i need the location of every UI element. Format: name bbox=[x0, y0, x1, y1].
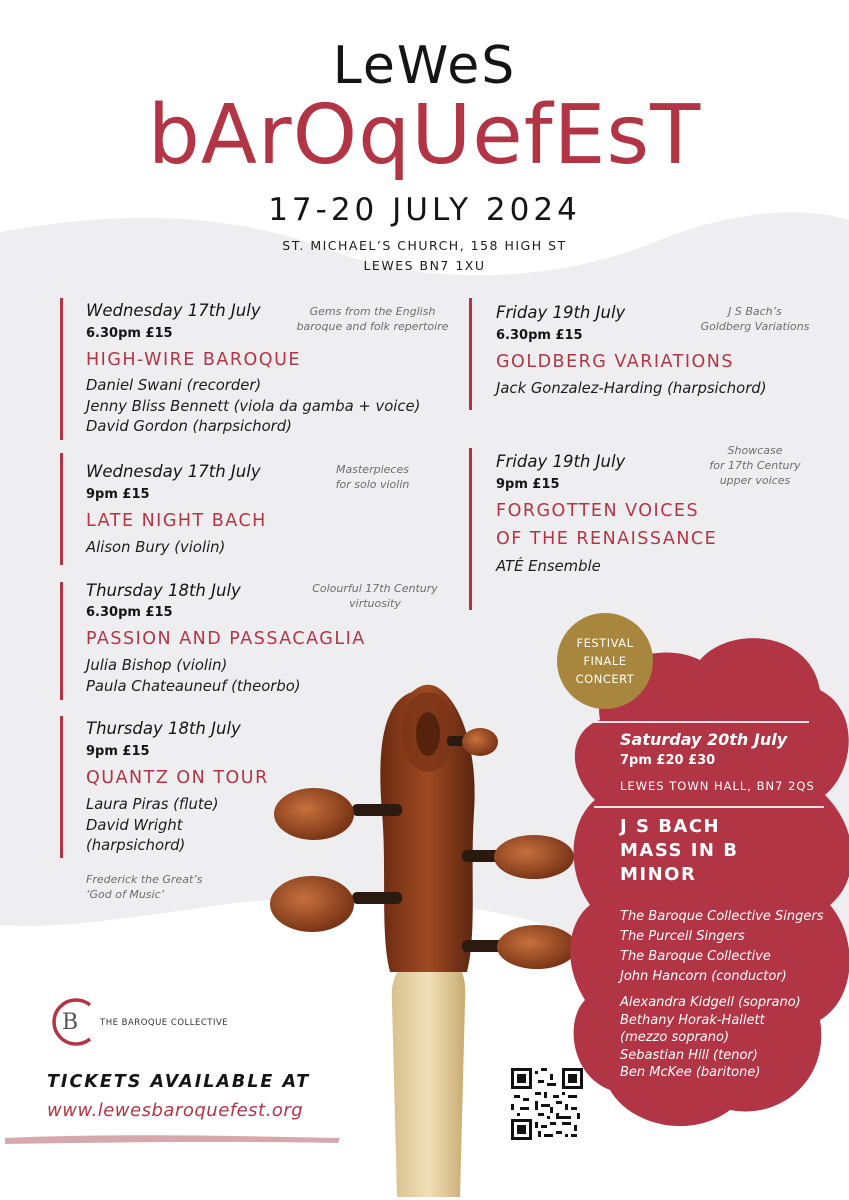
concert-divider bbox=[469, 448, 472, 610]
concert-performers: Alison Bury (violin) bbox=[86, 539, 226, 556]
concert-title: GOLDBERG VARIATIONS bbox=[496, 352, 734, 372]
concert-note: Gems from the English baroque and folk repertoire bbox=[296, 305, 449, 333]
concert-day: Friday 19th July bbox=[496, 452, 626, 471]
venue-line-1: ST. MICHAEL’S CHURCH, 158 HIGH ST bbox=[282, 238, 567, 253]
concert-note: J S Bach’s Goldberg Variations bbox=[700, 305, 810, 333]
concert-title: QUANTZ ON TOUR bbox=[86, 768, 269, 788]
festival-finale-badge: FESTIVAL FINALE CONCERT bbox=[557, 613, 653, 709]
finale-title: J S BACH MASS IN B MINOR bbox=[620, 816, 739, 885]
venue-line-2: LEWES BN7 1XU bbox=[363, 258, 486, 273]
concert-note: Masterpieces for solo violin bbox=[335, 463, 410, 491]
finale-divider bbox=[594, 806, 824, 808]
concert-title: LATE NIGHT BACH bbox=[86, 511, 267, 531]
finale-day: Saturday 20th July bbox=[620, 730, 788, 749]
concert-time: 6.30pm £15 bbox=[86, 605, 173, 620]
concert-time: 9pm £15 bbox=[86, 487, 150, 502]
concert-day: Friday 19th July bbox=[496, 303, 626, 322]
festival-title: bArOqUefEsT bbox=[147, 88, 702, 183]
concert-performers: Daniel Swani (recorder) Jenny Bliss Bennett (viola da gamba + voice) David Gordon (harpsichord) bbox=[86, 377, 421, 435]
festival-dates: 17-20 JULY 2024 bbox=[268, 192, 581, 228]
concert-divider bbox=[60, 453, 63, 565]
logo-name: THE BAROQUE COLLECTIVE bbox=[100, 1018, 229, 1028]
concert-time: 9pm £15 bbox=[496, 477, 560, 492]
concert-time: 9pm £15 bbox=[86, 744, 150, 759]
finale-time: 7pm £20 £30 bbox=[620, 753, 716, 768]
concert-title: PASSION AND PASSACAGLIA bbox=[86, 629, 366, 649]
concert-day: Thursday 18th July bbox=[86, 719, 241, 738]
concert-divider bbox=[60, 298, 63, 440]
concert-performers: ATÉ Ensemble bbox=[496, 558, 601, 575]
concert-performers: Laura Piras (flute) David Wright (harpsichord) bbox=[86, 796, 219, 854]
concert-note: Colourful 17th Century virtuosity bbox=[312, 582, 438, 610]
concert-note: Frederick the Great’s ‘God of Music’ bbox=[86, 873, 203, 901]
website-link[interactable]: www.lewesbaroquefest.org bbox=[47, 1100, 304, 1121]
logo-letter-b: B bbox=[62, 1010, 79, 1035]
header-town: LeWeS bbox=[332, 36, 517, 96]
finale-venue: LEWES TOWN HALL, BN7 2QS bbox=[620, 779, 815, 793]
concert-day: Wednesday 17th July bbox=[86, 301, 261, 320]
finale-soloists: Alexandra Kidgell (soprano) Bethany Horak-Hallett (mezzo soprano) Sebastian Hill (tenor) Ben McKee (baritone) bbox=[620, 995, 801, 1080]
concert-performers: Julia Bishop (violin) Paula Chateauneuf (theorbo) bbox=[86, 657, 301, 695]
concert-title: HIGH-WIRE BAROQUE bbox=[86, 350, 301, 370]
concert-day: Thursday 18th July bbox=[86, 581, 241, 600]
concert-performers: Jack Gonzalez-Harding (harpsichord) bbox=[496, 380, 767, 397]
concert-day: Wednesday 17th July bbox=[86, 462, 261, 481]
tickets-heading: TICKETS AVAILABLE AT bbox=[47, 1072, 311, 1092]
concert-note: Showcase for 17th Century upper voices bbox=[709, 444, 801, 487]
concert-divider bbox=[469, 298, 472, 410]
finale-ensembles: The Baroque Collective Singers The Purcell Singers The Baroque Collective John Hancorn (conductor) bbox=[620, 909, 824, 984]
concert-divider bbox=[60, 582, 63, 700]
concert-time: 6.30pm £15 bbox=[86, 326, 173, 341]
concert-title: FORGOTTEN VOICES OF THE RENAISSANCE bbox=[496, 501, 718, 549]
qr-code[interactable] bbox=[511, 1068, 583, 1140]
concert-divider bbox=[60, 716, 63, 858]
concert-time: 6.30pm £15 bbox=[496, 328, 583, 343]
finale-divider bbox=[594, 721, 809, 723]
